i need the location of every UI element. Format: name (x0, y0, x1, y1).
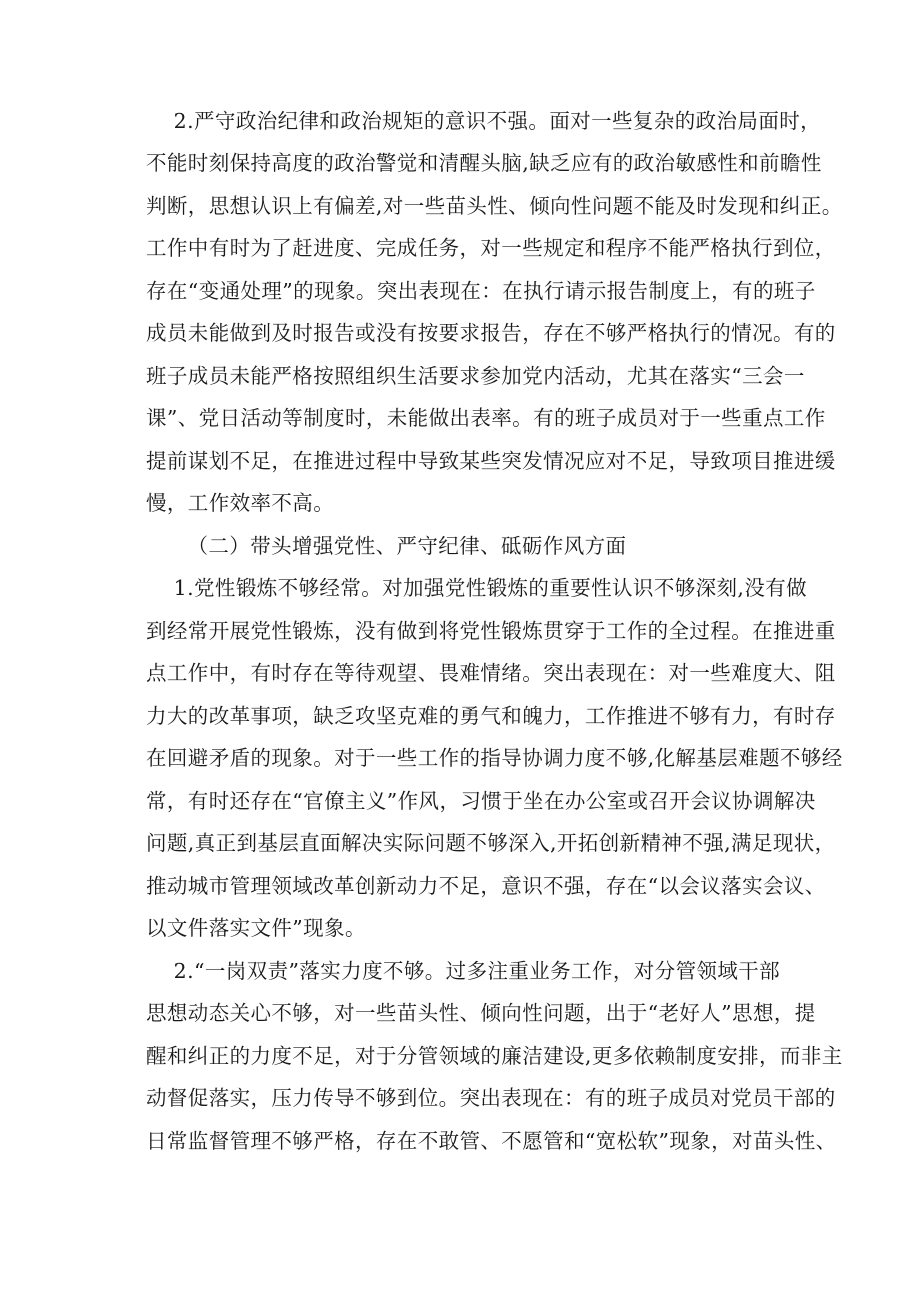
text-line: 常，有时还存在“官僚主义”作风，习惯于坐在办公室或召开会议协调解决 (146, 789, 816, 813)
text-line: 到经常开展党性锻炼，没有做到将党性锻炼贯穿于工作的全过程。在推进重 (146, 619, 836, 643)
text-line: 1.党性锻炼不够经常。对加强党性锻炼的重要性认识不够深刻,没有做 (146, 576, 808, 600)
text-line: 力大的改革事项，缺乏攻坚克难的勇气和魄力，工作推进不够有力，有时存 (146, 704, 836, 728)
text-line: 判断，思想认识上有偏差,对一些苗头性、倾向性问题不能及时发现和纠正。 (146, 194, 843, 218)
text-line: 思想动态关心不够，对一些苗头性、倾向性问题，出于“老好人”思想，提 (146, 1001, 816, 1025)
section-heading: （二）带头增强党性、严守纪律、砥砺作风方面 (146, 534, 627, 558)
text-line: 工作中有时为了赶进度、完成任务，对一些规定和程序不能严格执行到位， (146, 236, 836, 260)
text-line: 动督促落实，压力传导不够到位。突出表现在：有的班子成员对党员干部的 (146, 1086, 836, 1110)
text-line: 班子成员未能严格按照组织生活要求参加党内活动，尤其在落实“三会一 (146, 364, 805, 388)
text-line: 在回避矛盾的现象。对于一些工作的指导协调力度不够,化解基层难题不够经 (146, 746, 843, 770)
text-line: 问题,真正到基层直面解决实际问题不够深入,开拓创新精神不强,满足现状， (146, 831, 836, 855)
text-line: 不能时刻保持高度的政治警觉和清醒头脑,缺乏应有的政治敏感性和前瞻性 (146, 151, 822, 175)
text-line: 存在“变通处理”的现象。突出表现在：在执行请示报告制度上，有的班子 (146, 279, 816, 303)
text-line: 提前谋划不足，在推进过程中导致某些突发情况应对不足，导致项目推进缓 (146, 449, 836, 473)
text-line: 成员未能做到及时报告或没有按要求报告，存在不够严格执行的情况。有的 (146, 321, 836, 345)
text-line: 慢，工作效率不高。 (146, 491, 335, 515)
text-line: 日常监督管理不够严格，存在不敢管、不愿管和“宽松软”现象，对苗头性、 (146, 1129, 837, 1153)
text-line: 推动城市管理领域改革创新动力不足，意识不强，存在“以会议落实会议、 (146, 874, 826, 898)
text-line: 课”、党日活动等制度时，未能做出表率。有的班子成员对于一些重点工作 (146, 406, 826, 430)
text-line: 2.严守政治纪律和政治规矩的意识不强。面对一些复杂的政治局面时， (146, 109, 822, 133)
text-line: 点工作中，有时存在等待观望、畏难情绪。突出表现在：对一些难度大、阻 (146, 661, 836, 685)
text-line: 以文件落实文件”现象。 (146, 916, 366, 940)
text-line: 醒和纠正的力度不足，对于分管领域的廉洁建设,更多依赖制度安排，而非主 (146, 1044, 843, 1068)
text-line: 2.“一岗双责”落实力度不够。过多注重业务工作，对分管领域干部 (146, 959, 781, 983)
